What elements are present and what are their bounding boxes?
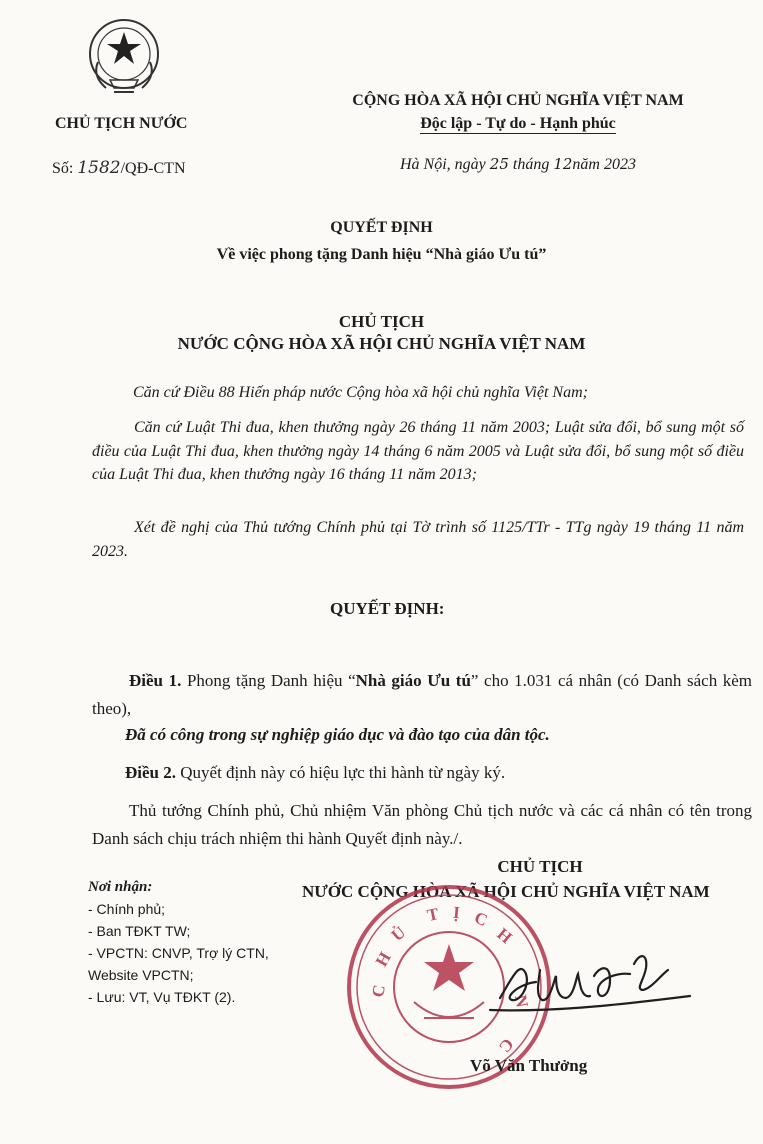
signer-name: Võ Văn Thưởng <box>470 1056 588 1075</box>
svg-text:H: H <box>371 948 395 970</box>
article-1: Điều 1. Phong tặng Danh hiệu “Nhà giáo Ưu tú” cho 1.031 cá nhân (có Danh sách kèm theo), <box>92 671 753 718</box>
signer-title: CHỦ TỊCH <box>497 857 583 876</box>
number-prefix: Số: <box>52 160 74 177</box>
number-suffix: /QĐ-CTN <box>120 160 186 177</box>
place-date: Hà Nội, ngày 25 tháng 12năm 2023 <box>400 155 636 173</box>
handwritten-day: 25 <box>489 155 509 173</box>
article-2: Điều 2. Quyết định này có hiệu lực thi hành từ ngày ký. <box>125 763 506 782</box>
document-subject: Về việc phong tặng Danh hiệu “Nhà giáo Ưu tú” <box>216 246 547 263</box>
recipient-item: - VPCTN: CNVP, Trợ lý CTN, <box>88 945 269 961</box>
recipients-list <box>88 876 269 1008</box>
svg-text:C: C <box>494 1034 518 1057</box>
handwritten-number: 1582 <box>77 158 121 178</box>
svg-text:Ủ: Ủ <box>387 922 410 946</box>
recipient-item: - Ban TĐKT TW; <box>88 923 191 939</box>
issuer-org: NƯỚC CỘNG HÒA XÃ HỘI CHỦ NGHĨA VIỆT NAM <box>177 334 586 353</box>
decision-heading: QUYẾT ĐỊNH: <box>330 599 445 618</box>
recipient-item: - Lưu: VT, Vụ TĐKT (2). <box>88 989 236 1005</box>
svg-text:N: N <box>510 993 532 1009</box>
handwritten-signature-icon <box>460 940 700 1020</box>
document-number <box>52 158 186 178</box>
preamble-constitution: Căn cứ Điều 88 Hiến pháp nước Cộng hòa xã hội chủ nghĩa Việt Nam; <box>133 384 588 401</box>
recipients-heading: Nơi nhận: <box>88 879 153 895</box>
national-emblem-icon <box>84 14 164 100</box>
svg-text:C: C <box>368 983 390 999</box>
recipient-item: - Chính phủ; <box>88 901 166 917</box>
svg-text:C: C <box>471 907 491 931</box>
handwritten-month: 12 <box>553 155 573 173</box>
issuing-authority: CHỦ TỊCH NƯỚC <box>55 115 188 132</box>
svg-text:H: H <box>493 924 516 948</box>
article-3: Thủ tướng Chính phủ, Chủ nhiệm Văn phòng Chủ tịch nước và các cá nhân có tên trong Danh sách chịu trách nhiệm thi hành Quyết định này./. <box>92 801 752 848</box>
preamble-law: Căn cứ Luật Thi đua, khen thưởng ngày 26 tháng 11 năm 2003; Luật sửa đổi, bổ sung một số điều của Luật Thi đua, khen thưởng ngày 14 tháng 6 năm 2005 và Luật sửa đổi, bổ sung một số điều của Luật Thi đua, khen thưởng ngày 16 tháng 11 năm 2013; <box>92 419 744 483</box>
recipient-item: Website VPCTN; <box>88 967 194 983</box>
national-motto: Độc lập - Tự do - Hạnh phúc <box>420 115 616 132</box>
svg-text:T: T <box>425 904 441 926</box>
article-1-note: Đã có công trong sự nghiệp giáo dục và đào tạo của dân tộc. <box>125 725 550 744</box>
svg-text:Ị: Ị <box>452 902 461 923</box>
issuer-title: CHỦ TỊCH <box>338 312 425 331</box>
document-title: QUYẾT ĐỊNH <box>330 219 433 236</box>
preamble-proposal: Xét đề nghị của Thủ tướng Chính phủ tại Tờ trình số 1125/TTr - TTg ngày 19 tháng 11 năm 2023. <box>92 519 744 560</box>
national-title: CỘNG HÒA XÃ HỘI CHỦ NGHĨA VIỆT NAM <box>352 92 684 109</box>
signer-org: NƯỚC CỘNG HÒA XÃ HỘI CHỦ NGHĨA VIỆT NAM <box>302 882 710 901</box>
